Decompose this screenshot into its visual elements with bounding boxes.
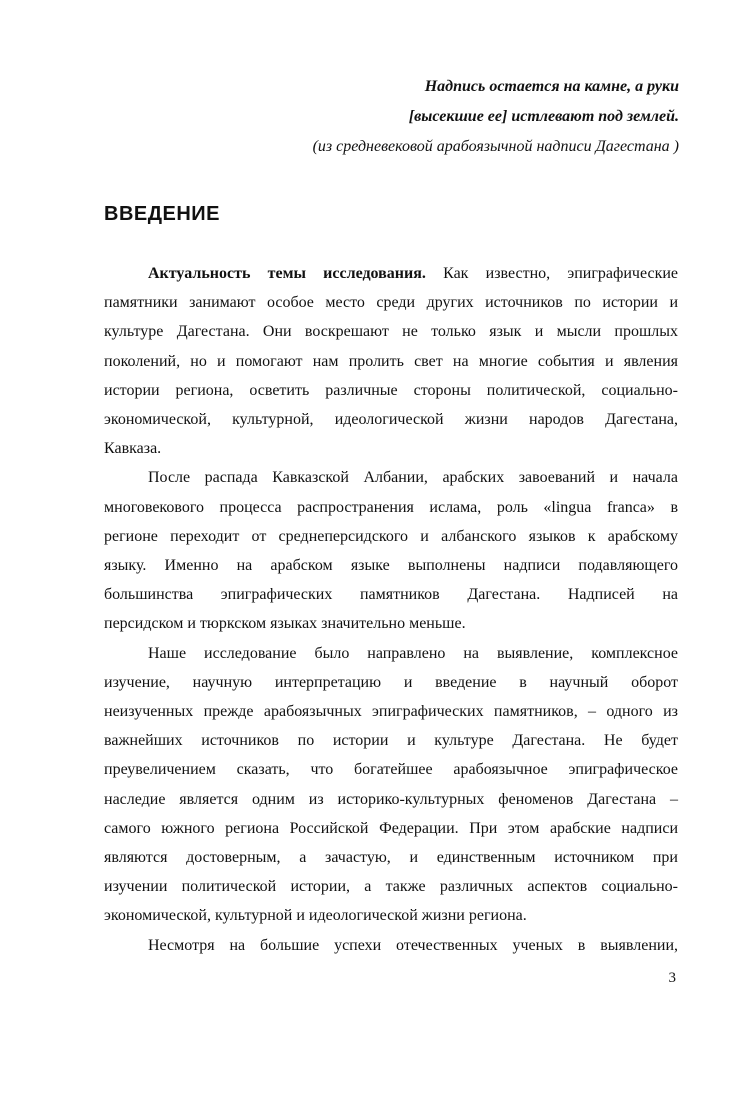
text-line: истории региона, осветить различные стороны политической, социально- (104, 381, 678, 399)
text-line: неизученных прежде арабоязычных эпиграфических памятников, – одного из (104, 703, 678, 721)
text-line: наследие является одним из историко-культурных феноменов Дагестана – (104, 790, 678, 808)
text-line: персидском и тюркском языках значительно меньше. (104, 615, 466, 633)
text-line: самого южного региона Российской Федерации. При этом арабские надписи (104, 819, 678, 837)
text-line: Несмотря на большие успехи отечественных ученых в выявлении, (148, 936, 678, 954)
text-line: После распада Кавказской Албании, арабских завоеваний и начала (148, 469, 678, 487)
epigraph-source: (из средневековой арабоязычной надписи Дагестана ) (312, 138, 679, 155)
text-line: изучении политической истории, а также различных аспектов социально- (104, 878, 678, 896)
text-line: изучение, научную интерпретацию и введение в научный оборот (104, 673, 678, 691)
paragraph-research (104, 639, 678, 931)
paragraph-lead: Актуальность темы исследования. (148, 265, 426, 282)
epigraph (313, 72, 679, 162)
text-line: являются достоверным, а зачастую, и единственным источником при (104, 849, 678, 867)
text-line: Наше исследование было направлено на выявление, комплексное (148, 644, 678, 662)
paragraph-relevance (104, 259, 678, 463)
epigraph-line-2: [высекшие ее] истлевают под землей. (408, 108, 679, 125)
page-number: 3 (668, 970, 676, 986)
text-line: языку. Именно на арабском языке выполнены надписи подавляющего (104, 557, 678, 575)
text-line: экономической, культурной и идеологической жизни региона. (104, 907, 527, 925)
text-line: экономической, культурной, идеологической жизни народов Дагестана, (104, 411, 678, 429)
paragraph-albania (104, 463, 678, 638)
text-line: регионе переходит от среднеперсидского и албанского языков к арабскому (104, 527, 678, 545)
section-heading: ВВЕДЕНИЕ (104, 203, 220, 225)
text-line (104, 259, 678, 288)
text-line: многовекового процесса распространения ислама, роль «lingua franca» в (104, 498, 678, 516)
text-line: культуре Дагестана. Они воскрешают не только язык и мысли прошлых (104, 323, 678, 341)
text-line: преувеличением сказать, что богатейшее арабоязычное эпиграфическое (104, 761, 678, 779)
text-line: памятники занимают особое место среди других источников по истории и (104, 294, 678, 312)
body-text (104, 259, 678, 960)
text-line: большинства эпиграфических памятников Дагестана. Надписей на (104, 586, 678, 604)
epigraph-line-1: Надпись остается на камне, а руки (424, 78, 679, 95)
paragraph-successes (104, 931, 678, 960)
text-line: Кавказа. (104, 440, 162, 458)
text-line-fragment: Как известно, эпиграфические (425, 265, 679, 282)
text-line: поколений, но и помогают нам пролить свет на многие события и явления (104, 352, 678, 370)
text-line: важнейших источников по истории и культуре Дагестана. Не будет (104, 732, 678, 750)
